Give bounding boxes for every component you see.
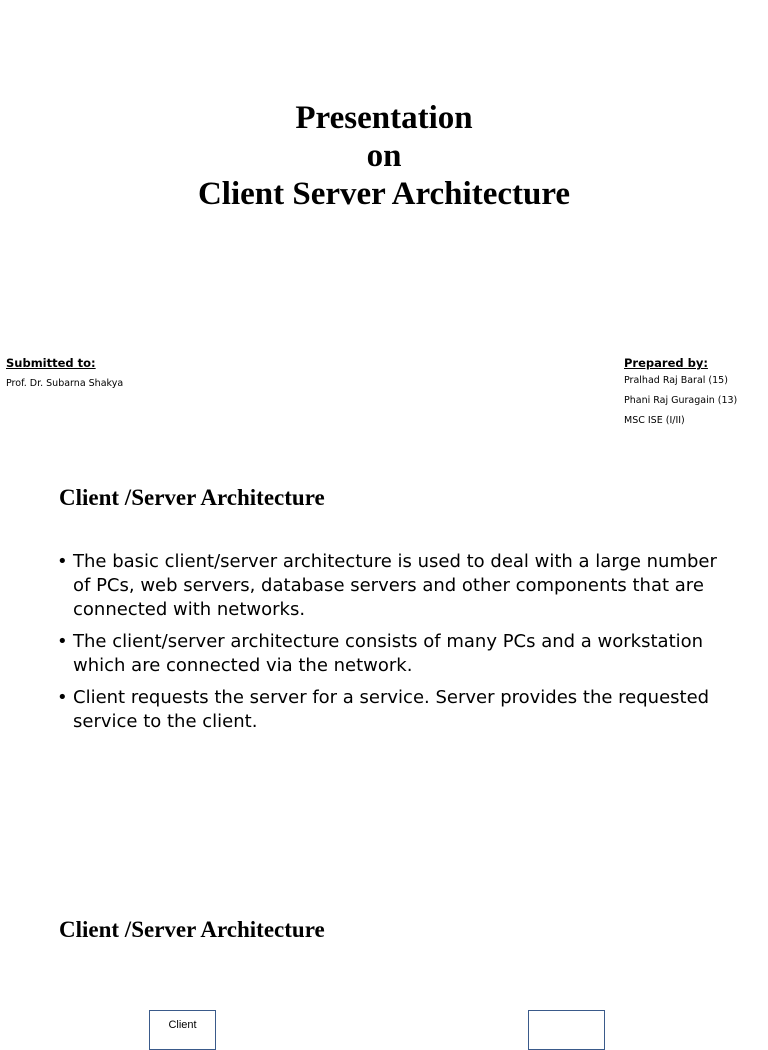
- bullets-slide: [0, 460, 768, 880]
- bullet-icon: •: [57, 551, 68, 572]
- client-box-label: Client: [168, 1019, 197, 1031]
- title-slide: [0, 0, 768, 460]
- server-box: [528, 1010, 605, 1050]
- bullet-item: [57, 550, 717, 622]
- submitted-to-block: [6, 355, 123, 394]
- bullet-item: [57, 686, 717, 734]
- diagram-slide: [0, 880, 768, 1031]
- bullet-item: [57, 630, 717, 678]
- bullet-text: The basic client/server architecture is used to deal with a large number of PCs, web servers, database servers and other components that are connected with networks.: [73, 551, 717, 620]
- bullet-text: The client/server architecture consists of many PCs and a workstation which are connected via the network.: [73, 631, 704, 676]
- prepared-by-heading: Prepared by:: [624, 356, 708, 370]
- title-line-topic: Client Server Architecture: [197, 176, 571, 212]
- title-line-presentation: Presentation: [295, 100, 473, 136]
- bullet-list: [57, 550, 717, 742]
- bullet-icon: •: [57, 687, 68, 708]
- submitted-to-heading: Submitted to:: [6, 356, 96, 370]
- bullet-icon: •: [57, 631, 68, 652]
- prepared-by-line-1: Pralhad Raj Baral (15): [624, 375, 728, 386]
- prepared-by-line-2: Phani Raj Guragain (13): [624, 395, 738, 406]
- prepared-by-line-3: MSC ISE (I/II): [624, 415, 685, 426]
- client-box: [149, 1010, 216, 1050]
- slide-heading: Client /Server Architecture: [59, 485, 325, 510]
- title-line-on: on: [366, 138, 402, 174]
- bullet-text: Client requests the server for a service. Server provides the requested service to the client.: [73, 687, 710, 732]
- prepared-by-block: [624, 355, 737, 431]
- slide-heading: Client /Server Architecture: [59, 917, 325, 942]
- submitted-to-name: Prof. Dr. Subarna Shakya: [6, 378, 124, 389]
- presentation-title: [0, 99, 768, 213]
